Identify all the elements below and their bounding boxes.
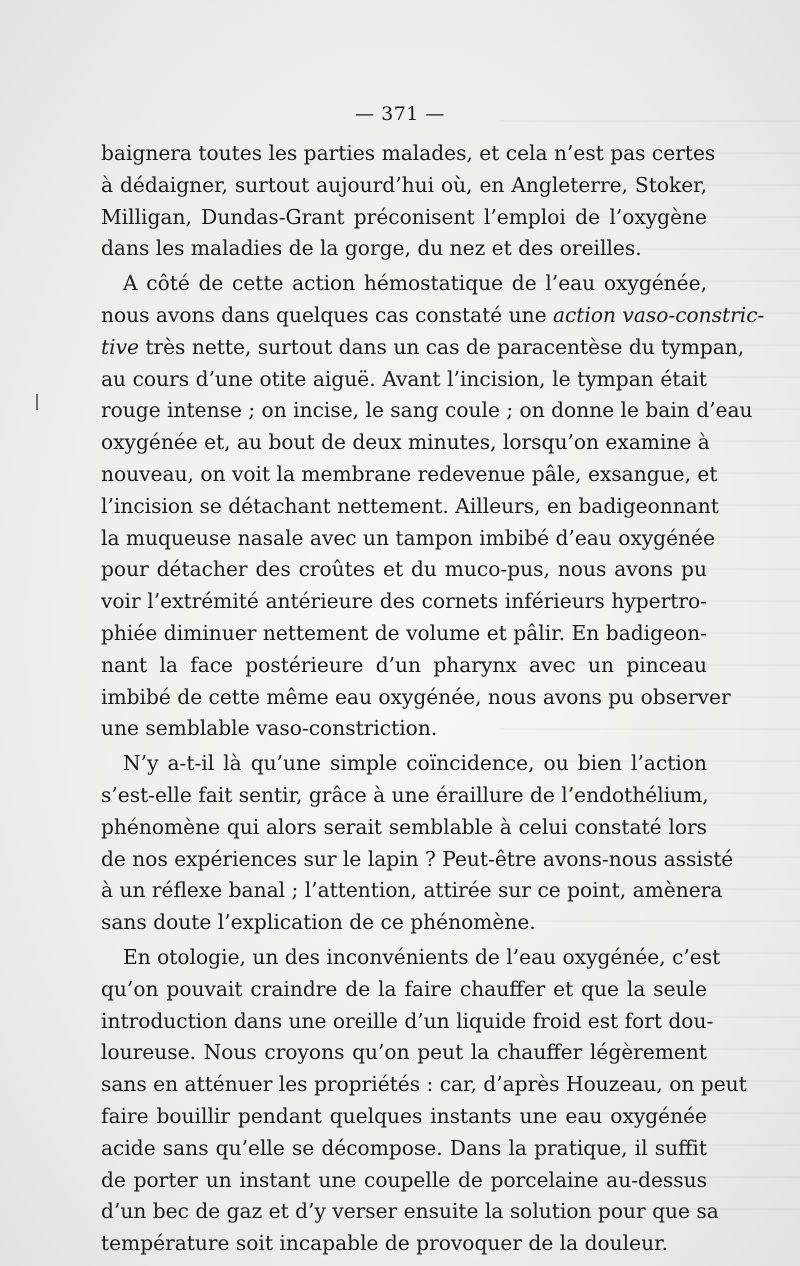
paragraph [101,268,765,745]
text-line: tive très nette, surtout dans un cas de paracentèse du tympan, [101,334,745,359]
text-line: baignera toutes les parties malades, et cela n’est pas certes [101,141,716,165]
text-line: loureuse. Nous croyons qu’on peut la chauffer légèrement [101,1040,707,1065]
text-line: Milligan, Dundas-Grant préconisent l’emploi de l’oxygène [101,204,707,229]
text-line: En otologie, un des inconvénients de l’eau oxygénée, c’est [123,944,721,969]
text-line: introduction dans une oreille d’un liquide froid est fort dou- [101,1008,714,1033]
text-line: pour détacher des croûtes et du muco-pus, nous avons pu [101,557,707,582]
text-line: la muqueuse nasale avec un tampon imbibé d’eau oxygénée [101,525,715,550]
text-line: à un réflexe banal ; l’attention, attirée sur ce point, amènera [101,878,723,903]
text-line: phiée diminuer nettement de volume et pâlir. En badigeon- [101,620,707,645]
text-line: voir l’extrémité antérieure des cornets inférieurs hypertro- [101,589,707,614]
text-line: au cours d’une otite aiguë. Avant l’incision, le tympan était [101,366,707,391]
text-line: phénomène qui alors serait semblable à celui constaté lors [101,814,707,839]
text-line: dans les maladies de la gorge, du nez et des oreilles. [101,236,642,261]
text-line: nous avons dans quelques cas constaté une action vaso-constric- [101,302,765,327]
text-line: de nos expériences sur le lapin ? Peut-être avons-nous assisté [101,846,734,871]
text-line: acide sans qu’elle se décompose. Dans la pratique, il suffit [101,1135,707,1160]
text-line: de porter un instant une coupelle de porcelaine au-dessus [101,1167,707,1192]
text-line: N’y a-t-il là qu’une simple coïncidence, ou bien l’action [123,751,707,776]
text-line: à dédaigner, surtout aujourd’hui où, en Angleterre, Stoker, [101,172,707,197]
text-line: A côté de cette action hémostatique de l’eau oxygénée, [123,271,707,296]
text-line: nant la face postérieure d’un pharynx avec un pinceau [101,652,707,677]
text-line: température soit incapable de provoquer de la douleur. [101,1231,668,1256]
text-line: faire bouillir pendant quelques instants une eau oxygénée [101,1103,707,1128]
text-line: imbibé de cette même eau oxygénée, nous avons pu observer [101,684,731,709]
text-line: oxygénée et, au bout de deux minutes, lorsqu’on examine à [101,430,710,455]
text-line: l’incision se détachant nettement. Ailleurs, en badigeonnant [101,493,719,518]
text-line: qu’on pouvait craindre de la faire chauffer et que la seule [101,976,707,1001]
margin-mark [36,394,38,410]
text-line: d’un bec de gaz et d’y verser ensuite la solution pour que sa [101,1199,719,1224]
paragraph [101,138,716,265]
body-text [101,138,765,1260]
text-line: rouge intense ; on incise, le sang coule ; on donne le bain d’eau [101,398,753,423]
text-line: nouveau, on voit la membrane redevenue pâle, exsangue, et [101,461,718,486]
text-line: sans en atténuer les propriétés : car, d’après Houzeau, on peut [101,1072,747,1097]
paragraph [101,942,747,1260]
text-line: s’est-elle fait sentir, grâce à une éraillure de l’endothélium, [101,782,709,807]
paragraph [101,748,734,939]
page-number: — 371 — [355,103,445,125]
text-line: sans doute l’explication de ce phénomène. [101,910,536,935]
text-line: une semblable vaso-constriction. [101,716,438,741]
